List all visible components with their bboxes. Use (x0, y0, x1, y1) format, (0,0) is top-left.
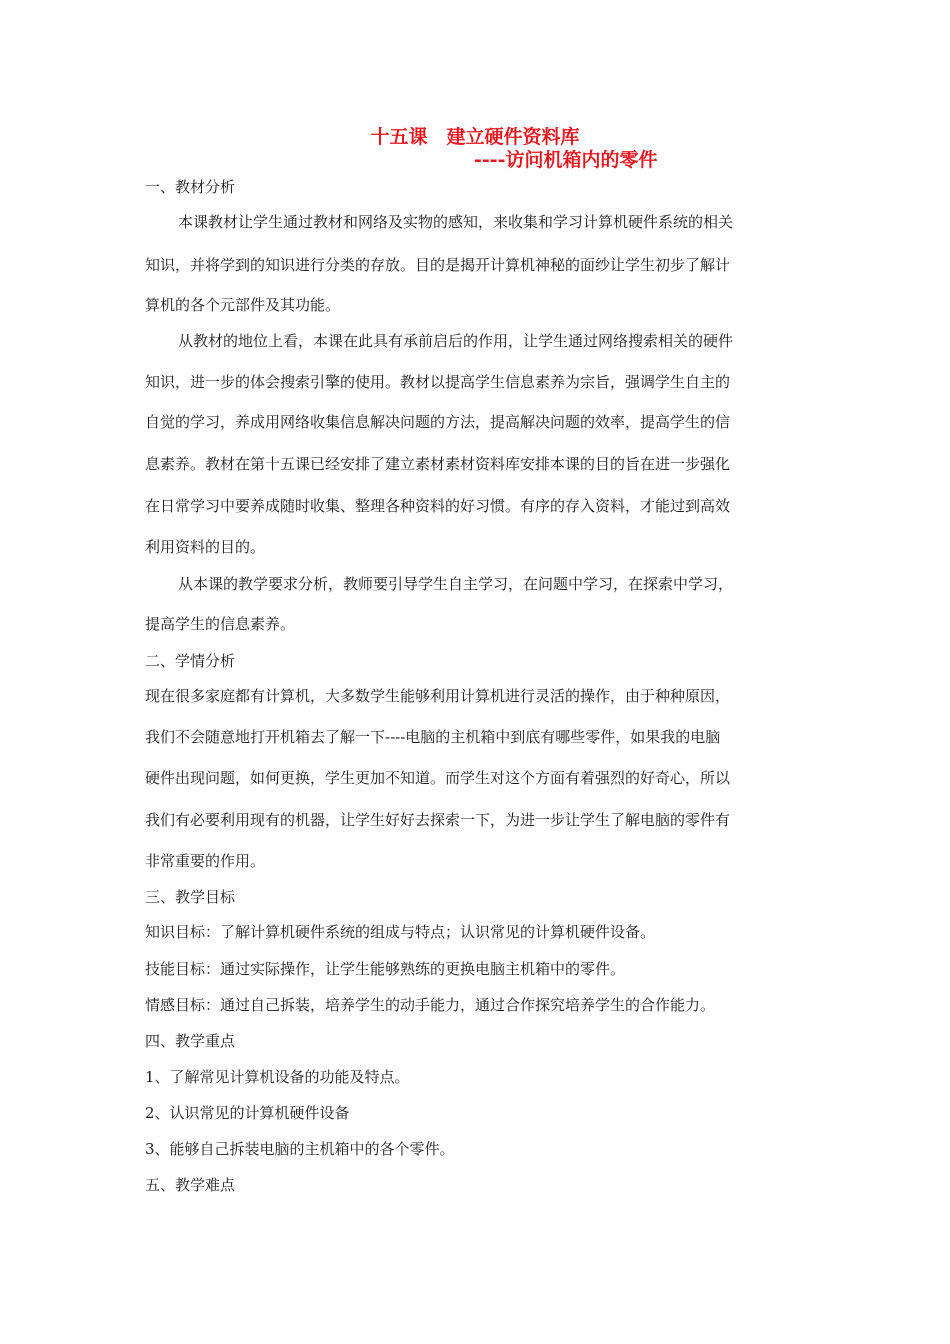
paragraph-line: 知识，并将学到的知识进行分类的存放。目的是揭开计算机神秘的面纱让学生初步了解计 (145, 256, 731, 274)
section-heading: 一、教材分析 (145, 178, 236, 196)
paragraph-line: 从本课的教学要求分析，教师要引导学生自主学习，在问题中学习，在探索中学习， (178, 575, 734, 593)
paragraph-line: 自觉的学习，养成用网络收集信息解决问题的方法，提高解决问题的效率，提高学生的信 (145, 413, 731, 431)
doc-title-line1: 十五课 建立硬件资料库 (370, 126, 580, 148)
paragraph-line: 息素养。教材在第十五课已经安排了建立素材素材资料库安排本课的目的旨在进一步强化 (145, 455, 731, 473)
section-heading: 三、教学目标 (145, 888, 236, 906)
paragraph-line: 情感目标：通过自己拆装，培养学生的动手能力，通过合作探究培养学生的合作能力。 (145, 996, 716, 1014)
list-item: 3、能够自己拆装电脑的主机箱中的各个零件。 (145, 1140, 455, 1158)
paragraph-line: 知识，进一步的体会搜索引擎的使用。教材以提高学生信息素养为宗旨，强调学生自主的 (145, 373, 731, 391)
list-item: 1、了解常见计算机设备的功能及特点。 (145, 1068, 410, 1086)
paragraph-line: 提高学生的信息素养。 (145, 615, 296, 633)
paragraph-line: 非常重要的作用。 (145, 852, 266, 870)
paragraph-line: 我们有必要利用现有的机器，让学生好好去探索一下，为进一步让学生了解电脑的零件有 (145, 811, 731, 829)
doc-title-line2: ----访问机箱内的零件 (474, 149, 658, 171)
section-heading: 五、教学难点 (145, 1176, 236, 1194)
paragraph-line: 硬件出现问题，如何更换，学生更加不知道。而学生对这个方面有着强烈的好奇心，所以 (145, 769, 731, 787)
list-item: 2、认识常见的计算机硬件设备 (145, 1104, 350, 1122)
paragraph-line: 利用资料的目的。 (145, 538, 266, 556)
paragraph-line: 技能目标：通过实际操作，让学生能够熟练的更换电脑主机箱中的零件。 (145, 960, 626, 978)
paragraph-line: 知识目标：了解计算机硬件系统的组成与特点；认识常见的计算机硬件设备。 (145, 923, 656, 941)
paragraph-line: 在日常学习中要养成随时收集、整理各种资料的好习惯。有序的存入资料，才能过到高效 (145, 497, 731, 515)
paragraph-line: 我们不会随意地打开机箱去了解一下----电脑的主机箱中到底有哪些零件，如果我的电脑 (145, 728, 721, 746)
section-heading: 四、教学重点 (145, 1032, 236, 1050)
paragraph-line: 算机的各个元部件及其功能。 (145, 296, 341, 314)
paragraph-line: 本课教材让学生通过教材和网络及实物的感知，来收集和学习计算机硬件系统的相关 (178, 213, 734, 231)
paragraph-line: 从教材的地位上看，本课在此具有承前启后的作用，让学生通过网络搜索相关的硬件 (178, 332, 734, 350)
section-heading: 二、学情分析 (145, 652, 236, 670)
paragraph-line: 现在很多家庭都有计算机，大多数学生能够利用计算机进行灵活的操作，由于种种原因， (145, 687, 731, 705)
